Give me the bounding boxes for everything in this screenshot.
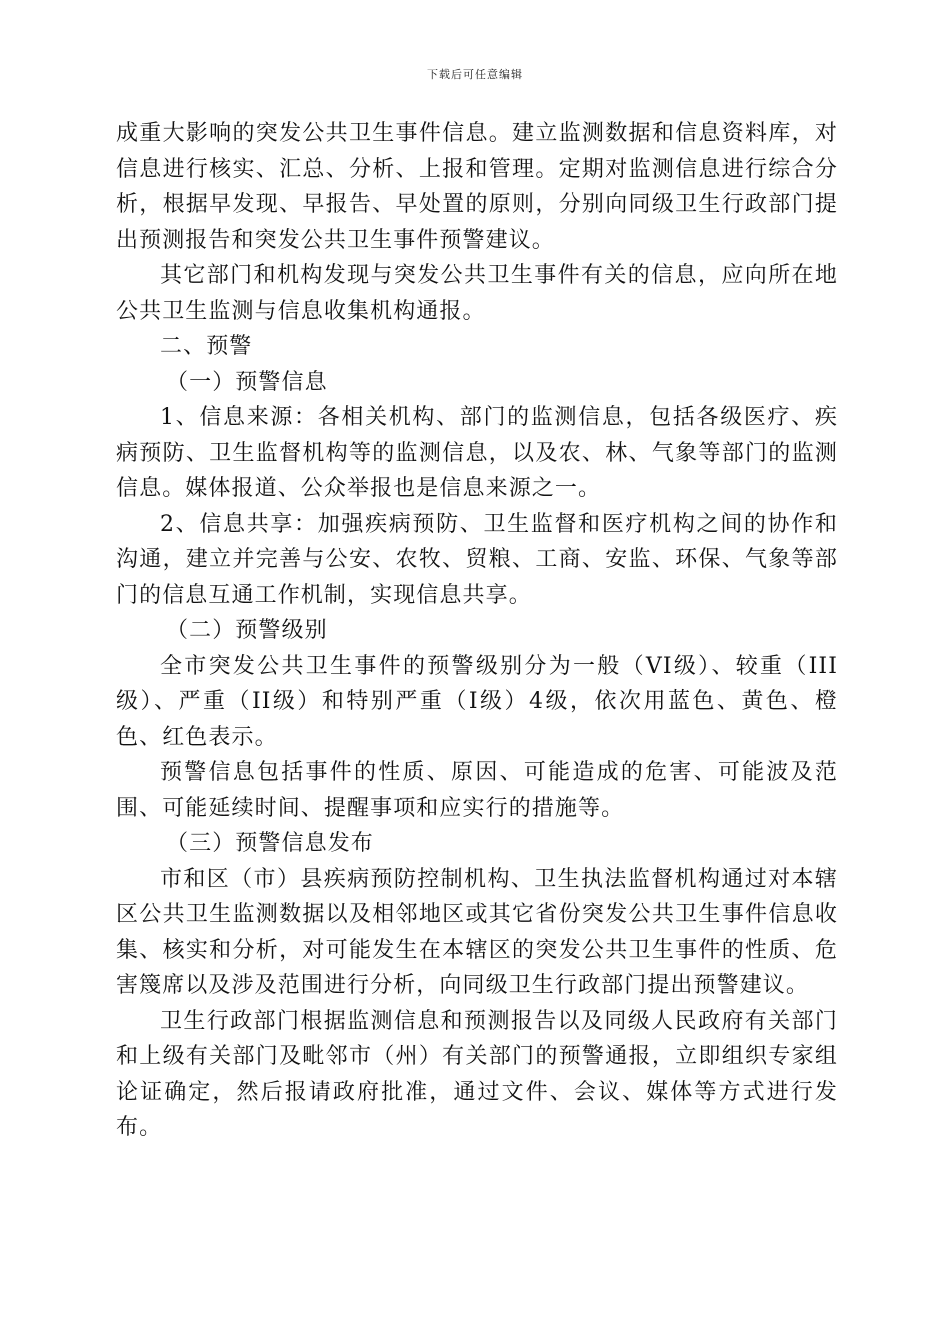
- paragraph-info-source: 1、信息来源：各相关机构、部门的监测信息，包括各级医疗、疾病预防、卫生监督机构等的监测信息，以及农、林、气象等部门的监测信息。媒体报道、公众举报也是信息来源之一。: [116, 405, 838, 501]
- paragraph-cdc-analysis: 市和区（市）县疾病预防控制机构、卫生执法监督机构通过对本辖区公共卫生监测数据以及相邻地区或其它省份突发公共卫生事件信息收集、核实和分析，对可能发生在本辖区的突发公共卫生事件的性质、危害篾席以及涉及范围进行分析，向同级卫生行政部门提出预警建议。: [116, 866, 838, 998]
- subsection-heading-warning-level: （二）预警级别: [166, 618, 328, 643]
- subsection-heading-warning-release: （三）预警信息发布: [166, 831, 374, 856]
- subsection-heading-warning-info: （一）预警信息: [166, 369, 328, 395]
- page-header: 下载后可任意编辑: [427, 68, 523, 81]
- section-heading-warning: 二、预警: [160, 334, 253, 359]
- document-body: [116, 116, 838, 1146]
- paragraph-info-sharing: 2、信息共享：加强疾病预防、卫生监督和医疗机构之间的协作和沟通，建立并完善与公安、农牧、贸粮、工商、安监、环保、气象等部门的信息互通工作机制，实现信息共享。: [116, 511, 838, 608]
- paragraph-health-admin-release: 卫生行政部门根据监测信息和预测报告以及同级人民政府有关部门和上级有关部门及毗邻市（州）有关部门的预警通报，立即组织专家组论证确定，然后报请政府批准，通过文件、会议、媒体等方式进行发布。: [116, 1008, 838, 1140]
- paragraph-warning-levels: 全市突发公共卫生事件的预警级别分为一般（VI级）、较重（III级）、严重（II级）和特别严重（I级）4级，依次用蓝色、黄色、橙色、红色表示。: [116, 653, 838, 750]
- paragraph-other-departments: 其它部门和机构发现与突发公共卫生事件有关的信息，应向所在地公共卫生监测与信息收集机构通报。: [116, 263, 838, 324]
- paragraph-continuation: 成重大影响的突发公共卫生事件信息。建立监测数据和信息资料库，对信息进行核实、汇总、分析、上报和管理。定期对监测信息进行综合分析，根据早发现、早报告、早处置的原则，分别向同级卫生行政部门提出预测报告和突发公共卫生事件预警建议。: [116, 121, 838, 253]
- paragraph-warning-content: 预警信息包括事件的性质、原因、可能造成的危害、可能波及范围、可能延续时间、提醒事项和应实行的措施等。: [116, 760, 838, 821]
